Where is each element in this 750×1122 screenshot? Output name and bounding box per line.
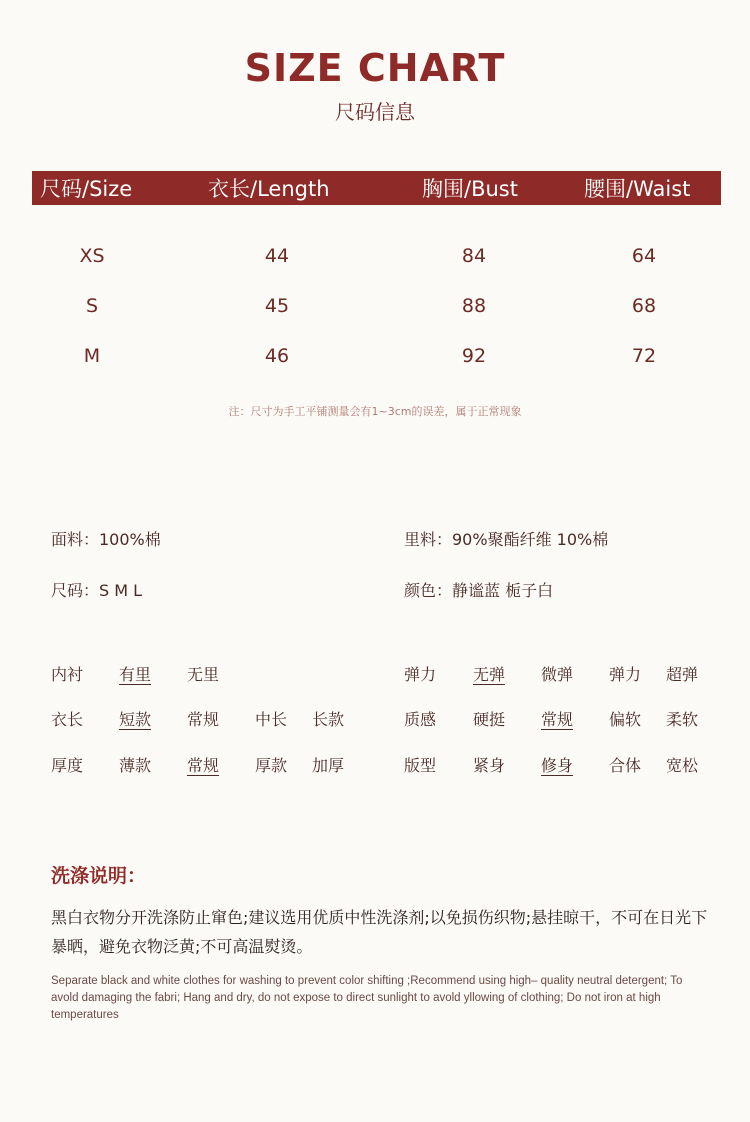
fabric-info: 面料：100%棉 <box>51 530 161 549</box>
table-cell: S <box>85 295 99 317</box>
attr-option: 微弹 <box>541 665 574 684</box>
table-cell: 88 <box>461 295 487 317</box>
lining-info: 里料：90%聚酯纤维 10%棉 <box>404 530 609 549</box>
column-header-length: 衣长/Length <box>208 177 330 201</box>
attr-option: 偏软 <box>609 710 642 729</box>
attr-option: 长款 <box>312 710 345 729</box>
attr-option: 弹力 <box>609 665 642 684</box>
attr-label-lining: 内衬 <box>51 665 84 684</box>
measurement-note: 注：尺寸为手工平铺测量会有1~3cm的误差，属于正常现象 <box>228 405 522 418</box>
attr-option: 薄款 <box>119 756 152 775</box>
table-cell: M <box>83 345 101 367</box>
attr-option-selected: 常规 <box>187 756 220 775</box>
attr-option: 加厚 <box>312 756 345 775</box>
attr-option: 中长 <box>255 710 288 729</box>
table-cell: 45 <box>264 295 290 317</box>
table-cell: XS <box>79 245 105 267</box>
washing-instructions-chinese: 黑白衣物分开洗涤防止窜色;建议选用优质中性洗涤剂;以免损伤织物;悬挂晾干，不可在日光下暴晒，避免衣物泛黄;不可高温熨烫。 <box>51 908 708 956</box>
attr-option-selected: 常规 <box>541 710 574 729</box>
attr-option: 常规 <box>187 710 220 729</box>
table-cell: 44 <box>264 245 290 267</box>
attr-option: 柔软 <box>666 710 699 729</box>
table-cell: 68 <box>631 295 657 317</box>
size-table-header <box>32 171 721 205</box>
page-subtitle: 尺码信息 <box>335 100 415 124</box>
table-cell: 92 <box>461 345 487 367</box>
attr-option-selected: 修身 <box>541 756 574 775</box>
table-cell: 84 <box>461 245 487 267</box>
page-title: SIZE CHART <box>244 46 506 90</box>
attr-option: 超弹 <box>666 665 699 684</box>
attr-label-texture: 质感 <box>404 710 437 729</box>
attr-option: 宽松 <box>666 756 699 775</box>
attr-label-elasticity: 弹力 <box>404 665 437 684</box>
attr-label-thickness: 厚度 <box>51 756 84 775</box>
column-header-size: 尺码/Size <box>40 177 133 201</box>
table-cell: 64 <box>631 245 657 267</box>
attr-label-fit: 版型 <box>404 756 437 775</box>
color-info: 颜色：静谧蓝 栀子白 <box>404 581 554 600</box>
attr-option-selected: 无弹 <box>473 665 506 684</box>
attr-label-length: 衣长 <box>51 710 84 729</box>
attr-option-selected: 短款 <box>119 710 152 729</box>
washing-instructions-english: Separate black and white clothes for washing to prevent color shifting ;Recommend using high– quality neutral detergent; To avold damaging the fabri; Hang and dry, do not expose to direct sunlight to avold yllowing of clothing; Do not iron at high temperatures <box>51 975 683 1021</box>
attr-option: 紧身 <box>473 756 506 775</box>
sizes-info: 尺码：S M L <box>51 581 143 600</box>
attr-option: 无里 <box>187 665 220 684</box>
attr-option: 硬挺 <box>473 710 506 729</box>
column-header-waist: 腰围/Waist <box>584 177 691 201</box>
attr-option: 合体 <box>609 756 642 775</box>
table-cell: 72 <box>631 345 657 367</box>
attr-option: 厚款 <box>255 756 288 775</box>
table-cell: 46 <box>264 345 290 367</box>
attr-option-selected: 有里 <box>119 665 152 684</box>
column-header-bust: 胸围/Bust <box>422 177 518 201</box>
washing-title: 洗涤说明： <box>51 865 147 887</box>
